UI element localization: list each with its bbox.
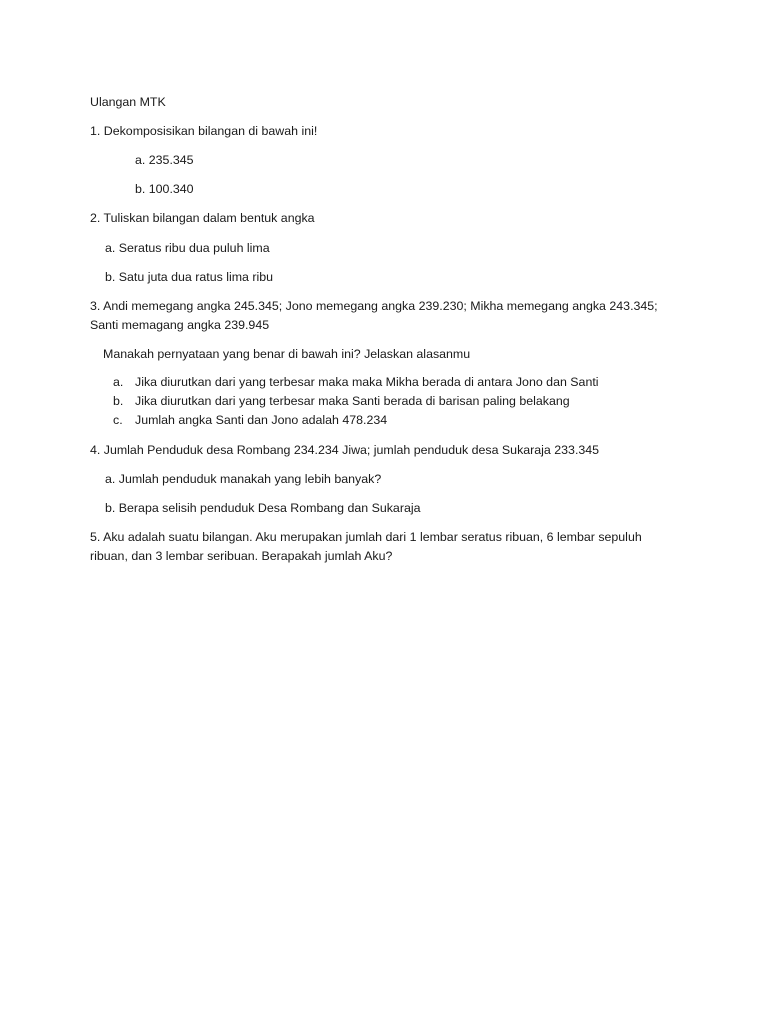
question-4: 4. Jumlah Penduduk desa Rombang 234.234 Jiwa; jumlah penduduk desa Sukaraja 233.345 xyxy=(90,443,600,457)
list-item-text: Jika diurutkan dari yang terbesar maka maka Mikha berada di antara Jono dan Santi xyxy=(135,375,599,389)
question-2-item-a: a. Seratus ribu dua puluh lima xyxy=(105,241,270,255)
question-4-item-a: a. Jumlah penduduk manakah yang lebih banyak? xyxy=(105,472,382,486)
question-3-line-1: 3. Andi memegang angka 245.345; Jono memegang angka 239.230; Mikha memegang angka 243.345; xyxy=(90,299,658,313)
question-5-line-1: 5. Aku adalah suatu bilangan. Aku merupakan jumlah dari 1 lembar seratus ribuan, 6 lembar sepuluh xyxy=(90,530,642,544)
list-marker: c. xyxy=(113,413,123,427)
question-4-item-b: b. Berapa selisih penduduk Desa Rombang dan Sukaraja xyxy=(105,501,421,515)
question-1: 1. Dekomposisikan bilangan di bawah ini! xyxy=(90,124,318,138)
question-3-prompt: Manakah pernyataan yang benar di bawah ini? Jelaskan alasanmu xyxy=(103,347,471,361)
list-marker: a. xyxy=(113,375,124,389)
list-marker: b. xyxy=(113,394,124,408)
list-item-text: Jika diurutkan dari yang terbesar maka Santi berada di barisan paling belakang xyxy=(135,394,570,408)
document-title: Ulangan MTK xyxy=(90,95,166,109)
question-2-item-b: b. Satu juta dua ratus lima ribu xyxy=(105,270,274,284)
question-3-line-2: Santi memagang angka 239.945 xyxy=(90,318,270,332)
list-item-text: Jumlah angka Santi dan Jono adalah 478.234 xyxy=(135,413,388,427)
question-1-item-a: a. 235.345 xyxy=(135,153,194,167)
question-5-line-2: ribuan, dan 3 lembar seribuan. Berapakah jumlah Aku? xyxy=(90,549,393,563)
question-2: 2. Tuliskan bilangan dalam bentuk angka xyxy=(90,211,315,225)
question-1-item-b: b. 100.340 xyxy=(135,182,194,196)
